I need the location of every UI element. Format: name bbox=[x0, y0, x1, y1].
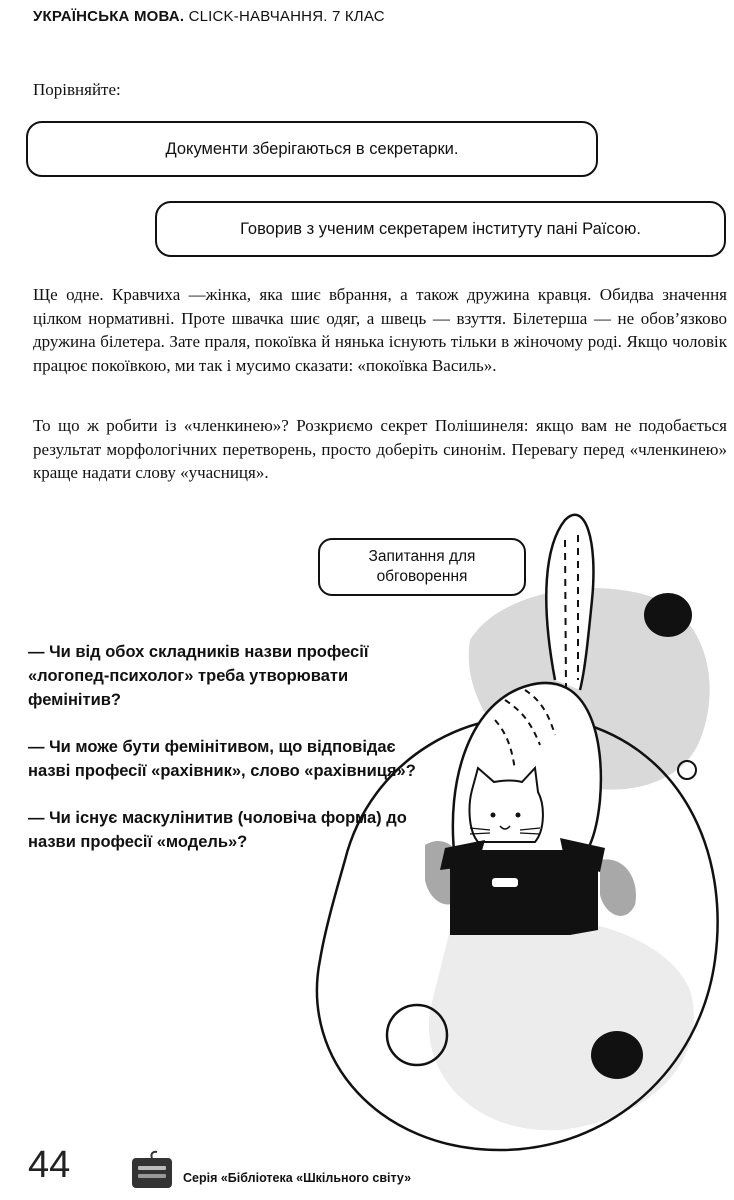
header-course: CLICK-НАВЧАННЯ. 7 КЛАС bbox=[188, 8, 385, 25]
series-logo-icon bbox=[130, 1150, 174, 1190]
grey-blob-bottom bbox=[429, 917, 694, 1131]
cat-eye-left bbox=[491, 813, 496, 818]
box-body bbox=[450, 850, 570, 935]
series-name: Серія «Бібліотека «Шкільного світу» bbox=[183, 1171, 412, 1185]
discussion-label bbox=[318, 538, 526, 596]
question-3: — Чи існує маскулінитив (чоловіча форма) до назви професії «модель»? bbox=[28, 809, 407, 851]
black-spot-top bbox=[644, 593, 692, 637]
discussion-line-2: обговорення bbox=[376, 568, 468, 585]
question-1: — Чи від обох складників назви професії «логопед-психолог» треба утворювати фемінітив? bbox=[28, 643, 369, 709]
compare-label: Порівняйте: bbox=[33, 80, 121, 99]
cat-eye-right bbox=[516, 813, 521, 818]
box-handle bbox=[492, 878, 518, 887]
page-number: 44 bbox=[28, 1144, 71, 1186]
example-text-2: Говорив з ученим секретарем інституту пані Раїсою. bbox=[240, 219, 641, 238]
small-circle bbox=[678, 761, 696, 779]
header-subject: УКРАЇНСЬКА МОВА. bbox=[33, 8, 185, 25]
paragraph-2: То що ж робити із «членкинею»? Розкриємо секрет Полішинеля: якщо вам не подобається результат морфологічних перетворень, просто доберіть синонім. Перевагу перед «членкинею» краще надати слову «учасниця». bbox=[33, 416, 727, 482]
discussion-line-1: Запитання для bbox=[368, 548, 476, 565]
paragraph-1: Ще одне. Кравчиха —жінка, яка шиє вбрання, а також дружина кравця. Обидва значення цілком нормативні. Проте швачка шиє одяг, а швець — взуття. Білетерша — не обов’язково дружина білетера. Зате праля, покоївка й нянька існують тільки в жіночому роді. Якщо чоловік працює покоївкою, ми так і мусимо сказати: «покоївка Василь». bbox=[33, 285, 727, 375]
example-text-1: Документи зберігаються в секретарки. bbox=[165, 139, 459, 158]
question-2: — Чи може бути фемінітивом, що відповідає назві професії «рахівник», слово «рахівниця»? bbox=[28, 738, 416, 780]
grey-blob-right bbox=[600, 859, 636, 916]
black-spot-bottom bbox=[591, 1031, 643, 1079]
